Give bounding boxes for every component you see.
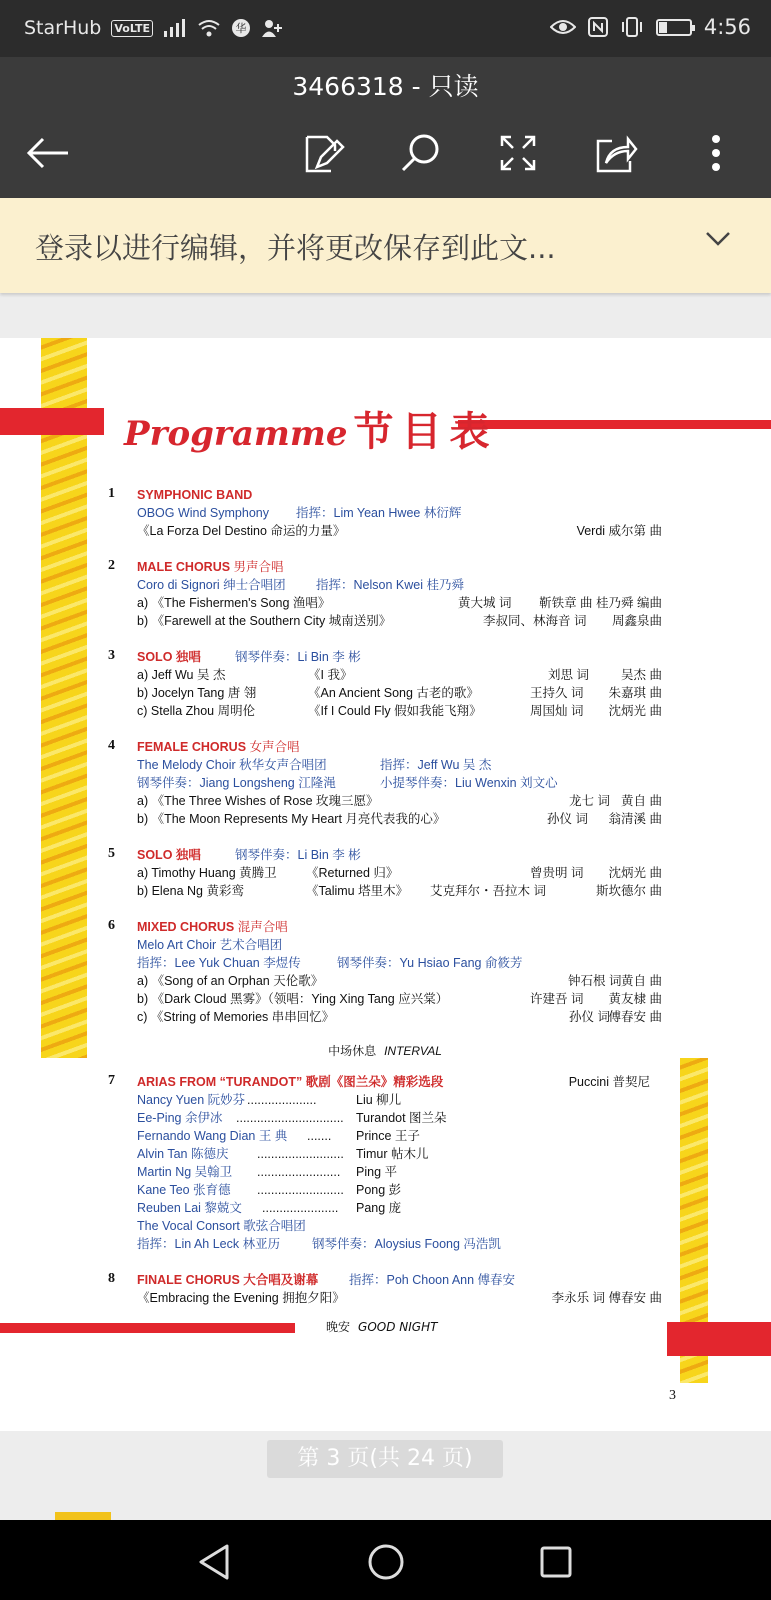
work-lyricist: 许建吾 词 xyxy=(530,992,584,1006)
item-heading-cn: 独唱 xyxy=(175,650,201,664)
work-title: b) 《The Moon Represents My Heart 月亮代表我的心》 xyxy=(137,812,446,826)
work-lyricist: 黄大城 词 xyxy=(458,596,512,610)
programme-item-2 xyxy=(108,558,662,630)
work-lyricist: 刘思 词 xyxy=(548,668,589,682)
work-credit: 黄自 曲 xyxy=(621,794,662,808)
document-title: 3466318 - 只读 xyxy=(292,72,479,101)
signal-icon xyxy=(163,19,187,37)
app-bar xyxy=(0,57,771,198)
battery-icon xyxy=(656,19,692,36)
work-credit: 黄自 曲 xyxy=(621,974,662,988)
item-number: 7 xyxy=(108,1073,115,1088)
back-arrow-icon[interactable] xyxy=(22,127,74,179)
red-bar-title xyxy=(458,420,771,429)
goodnight-en: GOOD NIGHT xyxy=(358,1320,438,1334)
work-title: c) 《String of Memories 串串回忆》 xyxy=(137,1010,335,1024)
edit-icon[interactable] xyxy=(298,127,350,179)
role: Pang 庞 xyxy=(356,1201,402,1215)
work-title: 《I 我》 xyxy=(308,668,353,682)
red-bar-left xyxy=(0,408,104,435)
item-heading-cn: 大合唱及谢幕 xyxy=(243,1273,319,1287)
item-number: 3 xyxy=(108,648,115,663)
work-title: a) 《Song of an Orphan 天伦歌》 xyxy=(137,974,324,988)
item-number: 2 xyxy=(108,558,115,573)
role: Turandot 图兰朵 xyxy=(356,1111,447,1125)
interval-en: INTERVAL xyxy=(384,1044,442,1058)
fullscreen-icon[interactable] xyxy=(492,127,544,179)
red-bar-bottom-right xyxy=(667,1322,771,1356)
singer: Ee-Ping 余伊冰 xyxy=(137,1111,223,1125)
title-chinese: 节目表 xyxy=(353,408,498,455)
page-number: 3 xyxy=(669,1388,676,1403)
interval-label xyxy=(108,1042,662,1059)
role: Liu 柳儿 xyxy=(356,1093,402,1107)
nav-home-icon[interactable] xyxy=(362,1538,410,1586)
conductor: 指挥：Poh Choon Ann 傅春安 xyxy=(349,1273,516,1287)
performer: b) Elena Ng 黄彩鸾 xyxy=(137,884,244,898)
work-lyricist: 李叔同、林海音 词 xyxy=(483,614,587,628)
performer-group: Melo Art Choir 艺术合唱团 xyxy=(137,938,283,952)
work-lyricist: 艾克拜尔・吾拉木 词 xyxy=(430,884,546,898)
performer-group: The Vocal Consort 歌弦合唱团 xyxy=(137,1219,306,1233)
role: Pong 彭 xyxy=(356,1183,402,1197)
work-title: a) 《The Three Wishes of Rose 玫瑰三愿》 xyxy=(137,794,379,808)
work-credit: 翁清溪 曲 xyxy=(608,812,662,826)
red-bar-bottom-left xyxy=(0,1323,295,1333)
item-number: 6 xyxy=(108,918,115,933)
role: Timur 帖木儿 xyxy=(356,1147,429,1161)
singer: Fernando Wang Dian 王 典 xyxy=(137,1129,288,1143)
item-heading: FINALE CHORUS xyxy=(137,1273,240,1287)
interval-cn: 中场休息 xyxy=(328,1044,377,1058)
performer-group: The Melody Choir 秋华女声合唱团 xyxy=(137,758,327,772)
banner-text: 登录以进行编辑，并将更改保存到此文... xyxy=(35,231,556,265)
role: Ping 平 xyxy=(356,1165,397,1179)
work-lyricist: 孙仪 词 xyxy=(569,1010,610,1024)
search-icon[interactable] xyxy=(394,127,446,179)
conductor: 指挥：Nelson Kwei 桂乃舜 xyxy=(316,578,464,592)
goodnight-label xyxy=(326,1318,437,1335)
work-title: 《Talimu 塔里木》 xyxy=(306,884,409,898)
more-icon[interactable] xyxy=(690,127,742,179)
sign-in-banner[interactable] xyxy=(0,198,771,293)
leader-dots: ....... xyxy=(307,1129,332,1143)
item-heading-cn: 男声合唱 xyxy=(233,560,284,574)
item-heading: SYMPHONIC BAND xyxy=(137,488,253,502)
leader-dots: ............................... xyxy=(236,1111,344,1125)
programme-item-1 xyxy=(108,486,662,540)
chevron-down-icon[interactable] xyxy=(705,231,731,247)
title-english: Programme xyxy=(124,414,348,454)
app-notification-icon xyxy=(231,18,251,38)
item-number: 8 xyxy=(108,1271,115,1286)
document-page[interactable] xyxy=(0,338,771,1431)
item-number: 1 xyxy=(108,486,115,501)
work-credit: 斯坎德尔 曲 xyxy=(596,884,662,898)
item-number: 5 xyxy=(108,846,115,861)
programme-item-7 xyxy=(108,1073,662,1253)
work-credit: 吴杰 曲 xyxy=(621,668,662,682)
decorative-texture-strip xyxy=(41,338,87,1058)
conductor: 指挥：Jeff Wu 吴 杰 xyxy=(380,758,492,772)
work-credit: 黄友棣 曲 xyxy=(608,992,662,1006)
nfc-icon xyxy=(588,17,608,37)
work-lyricist: 王持久 词 xyxy=(530,686,584,700)
leader-dots: ...................... xyxy=(262,1201,339,1215)
leader-dots: ........................ xyxy=(257,1165,341,1179)
work-title: 《Embracing the Evening 拥抱夕阳》 xyxy=(137,1291,345,1305)
share-icon[interactable] xyxy=(590,127,642,179)
wifi-icon xyxy=(197,19,221,37)
singer: Kane Teo 张育德 xyxy=(137,1183,231,1197)
work-lyricist: 曾贵明 词 xyxy=(530,866,584,880)
accompanist-piano: 钢琴伴奏：Jiang Longsheng 江隆渑 xyxy=(137,776,336,790)
singer: Nancy Yuen 阮妙芬 xyxy=(137,1093,246,1107)
work-lyricist: 孙仪 词 xyxy=(547,812,588,826)
item-heading: SOLO xyxy=(137,848,173,862)
singer: Alvin Tan 陈德庆 xyxy=(137,1147,229,1161)
vibrate-icon xyxy=(620,17,644,37)
work-title: 《If I Could Fly 假如我能飞翔》 xyxy=(308,704,482,718)
item-heading: SOLO xyxy=(137,650,173,664)
accompanist: 钢琴伴奏：Aloysius Foong 冯浩凯 xyxy=(312,1237,501,1251)
nav-recents-icon[interactable] xyxy=(532,1538,580,1586)
work-credit: 沈炳光 曲 xyxy=(608,866,662,880)
performer: a) Jeff Wu 吴 杰 xyxy=(137,668,226,682)
work-credit: 沈炳光 曲 xyxy=(608,704,662,718)
carrier-label: StarHub xyxy=(24,17,102,39)
singer: Martin Ng 吴翰卫 xyxy=(137,1165,233,1179)
work-title: b) 《Farewell at the Southern City 城南送别》 xyxy=(137,614,392,628)
work-title: a) 《The Fishermen's Song 渔唱》 xyxy=(137,596,331,610)
accompanist-violin: 小提琴伴奏：Liu Wenxin 刘文心 xyxy=(380,776,558,790)
programme-item-3 xyxy=(108,648,662,720)
page-indicator: 第 3 页(共 24 页) xyxy=(267,1440,503,1478)
item-heading-cn: 歌剧《图兰朵》精彩选段 xyxy=(305,1075,444,1089)
work-lyricist: 周国灿 词 xyxy=(530,704,584,718)
work-lyricist: 龙七 词 xyxy=(569,794,610,808)
work-credit: 朱嘉琪 曲 xyxy=(608,686,662,700)
work-credit: Verdi 威尔第 曲 xyxy=(576,524,662,538)
work-credit: 李永乐 词 傅春安 曲 xyxy=(551,1291,662,1305)
work-credit: 靳铁章 曲 桂乃舜 编曲 xyxy=(539,596,662,610)
conductor: 指挥：Lee Yuk Chuan 李煜传 xyxy=(137,956,301,970)
composer-credit: Puccini 普契尼 xyxy=(568,1075,650,1089)
performer: c) Stella Zhou 周明伦 xyxy=(137,704,256,718)
item-heading: FEMALE CHORUS xyxy=(137,740,247,754)
performer-group: OBOG Wind Symphony xyxy=(137,506,269,520)
item-heading-cn: 独唱 xyxy=(175,848,201,862)
item-number: 4 xyxy=(108,738,115,753)
item-heading-cn: 混声合唱 xyxy=(237,920,288,934)
user-add-icon xyxy=(261,18,283,38)
singer: Reuben Lai 黎兢文 xyxy=(137,1201,242,1215)
work-title: b) 《Dark Cloud 黑雾》（领唱：Ying Xing Tang 应兴棠） xyxy=(137,992,449,1006)
clock: 4:56 xyxy=(703,15,751,39)
item-heading: ARIAS FROM “TURANDOT” xyxy=(137,1075,303,1089)
page-title xyxy=(124,400,497,457)
accompanist: 钢琴伴奏：Yu Hsiao Fang 俞筱芳 xyxy=(337,956,523,970)
conductor: 指挥：Lin Ah Leck 林亚历 xyxy=(137,1237,281,1251)
svg-text:华: 华 xyxy=(235,22,247,35)
work-credit: 傅春安 曲 xyxy=(608,1010,662,1024)
work-title: 《An Ancient Song 古老的歌》 xyxy=(308,686,479,700)
status-bar xyxy=(0,0,771,57)
work-credit: 周鑫泉曲 xyxy=(611,614,662,628)
accompanist: 钢琴伴奏：Li Bin 李 彬 xyxy=(235,848,361,862)
work-title: 《Returned 归》 xyxy=(306,866,399,880)
item-heading: MALE CHORUS xyxy=(137,560,231,574)
item-heading: MIXED CHORUS xyxy=(137,920,235,934)
role: Prince 王子 xyxy=(356,1129,420,1143)
accompanist: 钢琴伴奏：Li Bin 李 彬 xyxy=(235,650,361,664)
item-heading-cn: 女声合唱 xyxy=(249,740,300,754)
conductor: 指挥：Lim Yean Hwee 林衍辉 xyxy=(296,506,462,520)
goodnight-cn: 晚安 xyxy=(326,1320,351,1334)
programme-item-6 xyxy=(108,918,662,1026)
performer: a) Timothy Huang 黄腾卫 xyxy=(137,866,277,880)
programme-list xyxy=(108,486,662,1325)
performer-group: Coro di Signori 绅士合唱团 xyxy=(137,578,286,592)
programme-item-4 xyxy=(108,738,662,828)
nav-back-icon[interactable] xyxy=(190,1538,238,1586)
volte-badge: VoLTE xyxy=(111,20,153,37)
eye-comfort-icon xyxy=(550,18,576,36)
leader-dots: .................... xyxy=(247,1093,317,1107)
work-lyricist: 钟石根 词 xyxy=(568,974,622,988)
next-page-edge xyxy=(55,1512,111,1520)
performer: b) Jocelyn Tang 唐 翎 xyxy=(137,686,257,700)
programme-item-8 xyxy=(108,1271,662,1307)
navigation-bar xyxy=(0,1520,771,1600)
work-title: 《La Forza Del Destino 命运的力量》 xyxy=(137,524,346,538)
programme-item-5 xyxy=(108,846,662,900)
leader-dots: ......................... xyxy=(257,1183,344,1197)
leader-dots: ......................... xyxy=(257,1147,344,1161)
